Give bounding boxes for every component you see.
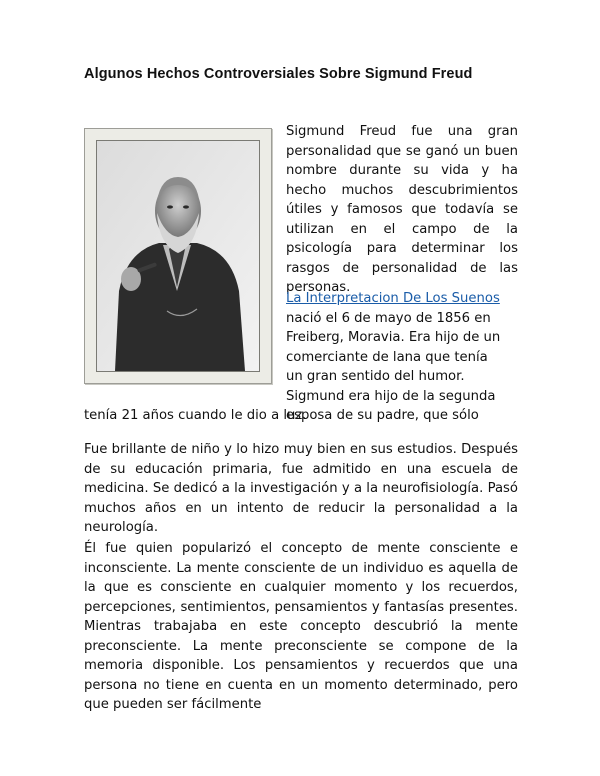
link-paragraph-line: un gran sentido del humor. bbox=[286, 369, 465, 384]
intro-paragraph: Sigmund Freud fue una gran personalidad que se ganó un buen nombre durante su vida y ha hecho muchos descubrimientos útiles y famosos que todavía se utilizan en el campo de la psicología para determinar los rasgos de personalidad de las personas. bbox=[286, 124, 518, 295]
link-paragraph-line: esposa de su padre, que sólo bbox=[286, 408, 479, 423]
page-title: Algunos Hechos Controversiales Sobre Sigmund Freud bbox=[84, 66, 473, 82]
paragraph-3: Él fue quien popularizó el concepto de mente consciente e inconsciente. La mente consciente de un individuo es aquella de la que es consciente en cualquier momento y los recuerdos, percepciones, sentimientos, pensamientos y fantasías presentes. Mientras trabajaba en este concepto descubrió la mente preconsciente. La mente preconsciente se compone de la memoria disponible. Los pensamientos y recuerdos que una persona no tiene en cuenta en un momento determinado, pero que pueden ser fácilmente bbox=[84, 541, 518, 712]
link-paragraph-tail: tenía 21 años cuando le dio a luz. bbox=[84, 408, 307, 423]
link-paragraph-line: nació el 6 de mayo de 1856 en bbox=[286, 310, 491, 326]
link-paragraph-line: Freiberg, Moravia. Era hijo de un bbox=[286, 330, 501, 345]
paragraph-2: Fue brillante de niño y lo hizo muy bien en sus estudios. Después de su educación primaria, fue admitido en una escuela de medicina. Se dedicó a la investigación y a la neurofisiología. Pasó muchos años en un intento de reducir la personalidad a la neurología. bbox=[84, 442, 518, 535]
portrait-photo-frame bbox=[84, 128, 272, 384]
portrait-photo-icon bbox=[97, 141, 259, 371]
book-link[interactable]: La Interpretacion De Los Suenos bbox=[286, 291, 500, 306]
link-paragraph-line: Sigmund era hijo de la segunda bbox=[286, 388, 496, 404]
link-paragraph-line: comerciante de lana que tenía bbox=[286, 349, 488, 365]
portrait-photo bbox=[96, 140, 260, 372]
